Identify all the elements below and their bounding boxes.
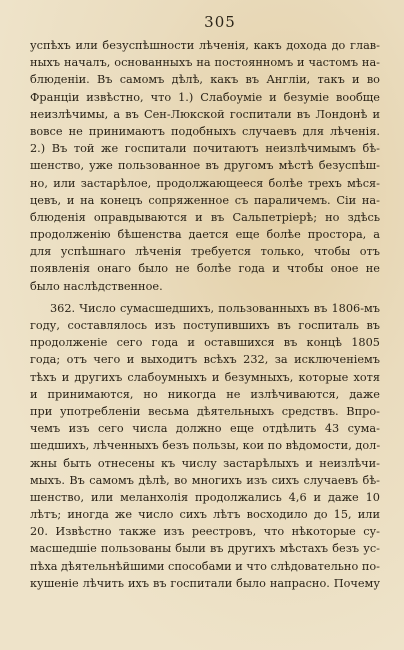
text-line: Франціи извѣстно, что 1.) Слабоуміе и безуміе вообще bbox=[30, 90, 380, 104]
text-line: кушеніе лѣчить ихъ въ госпитали было напрасно. Почему bbox=[30, 576, 380, 590]
text-line: и принимаются, но никогда не излѣчиваются, даже bbox=[30, 387, 380, 401]
text-line: было наслѣдственное. bbox=[30, 279, 163, 293]
text-line: неизлѣчимы, а въ Сен-Люкской госпитали въ Лондонѣ и bbox=[30, 107, 380, 121]
text-line: году, составлялось изъ поступившихъ въ госпиталь въ bbox=[30, 319, 380, 332]
paragraph-3 bbox=[30, 300, 380, 592]
text-line: успѣхъ или безуспѣшности лѣченія, какъ дохода до глав- bbox=[30, 39, 380, 52]
text-line: продолженіе сего года и оставшихся въ концѣ 1805 bbox=[30, 336, 380, 350]
text-line: появленія онаго было не болѣе года и чтобы оное не bbox=[30, 262, 380, 276]
text-line: 362. Число сумасшедшихъ, пользованныхъ въ 1806-мъ bbox=[50, 301, 380, 315]
text-line: шенство, или меланхолія продолжались 4,6 и даже 10 bbox=[30, 490, 380, 504]
text-line: при употребленіи весьма дѣятельныхъ средствъ. Впро- bbox=[30, 404, 380, 418]
paragraph-2 bbox=[30, 140, 380, 295]
text-line: года; отъ чего и выходитъ всѣхъ 232, за исключеніемъ bbox=[30, 353, 380, 367]
text-line: масшедшіе пользованы были въ другихъ мѣстахъ безъ ус- bbox=[30, 542, 380, 556]
text-line: блюденіи. Въ самомъ дѣлѣ, какъ въ Англіи, такъ и во bbox=[30, 73, 380, 87]
text-line: пѣха дѣятельнѣйшими способами и что слѣдовательно по- bbox=[30, 559, 380, 573]
text-line: вовсе не принимаютъ подобныхъ случаевъ для лѣченія. bbox=[30, 124, 380, 138]
text-line: 20. Извѣстно также изъ реестровъ, что нѣкоторые су- bbox=[30, 525, 380, 539]
text-line: для успѣшнаго лѣченія требуется только, чтобы отъ bbox=[30, 245, 380, 259]
text-line: чемъ изъ сего числа должно еще отдѣлить 43 сума- bbox=[30, 422, 380, 436]
paragraph-1 bbox=[30, 37, 380, 140]
text-line: цевъ, и на конецъ сопряженное съ параличемъ. Сіи на- bbox=[30, 193, 380, 207]
text-line: продолженію бѣшенства дается еще болѣе простора, а bbox=[30, 228, 380, 242]
text-line: но, или застарѣлое, продолжающееся болѣе трехъ мѣся- bbox=[30, 176, 380, 190]
page-number: 305 bbox=[204, 13, 236, 31]
text-line: мыхъ. Въ самомъ дѣлѣ, во многихъ изъ сихъ случаевъ бѣ- bbox=[30, 473, 380, 487]
text-line: шедшихъ, лѣченныхъ безъ пользы, кои по вѣдомости, дол- bbox=[30, 439, 380, 453]
text-line: жны быть отнесены къ числу застарѣлыхъ и неизлѣчи- bbox=[30, 456, 380, 470]
text-line: 2.) Въ той же госпитали почитаютъ неизлѣчимымъ бѣ- bbox=[30, 142, 380, 156]
text-line: шенство, уже пользованное въ другомъ мѣстѣ безуспѣш- bbox=[30, 159, 380, 173]
text-line: лѣтъ; иногда же число сихъ лѣтъ восходило до 15, или bbox=[30, 508, 380, 522]
text-line: блюденія оправдываются и въ Сальпетріерѣ; но здѣсь bbox=[30, 210, 380, 224]
text-line: ныхъ началъ, основанныхъ на постоянномъ и частомъ на- bbox=[30, 56, 380, 70]
text-line: тѣхъ и другихъ слабоумныхъ и безумныхъ, которые хотя bbox=[30, 370, 380, 384]
